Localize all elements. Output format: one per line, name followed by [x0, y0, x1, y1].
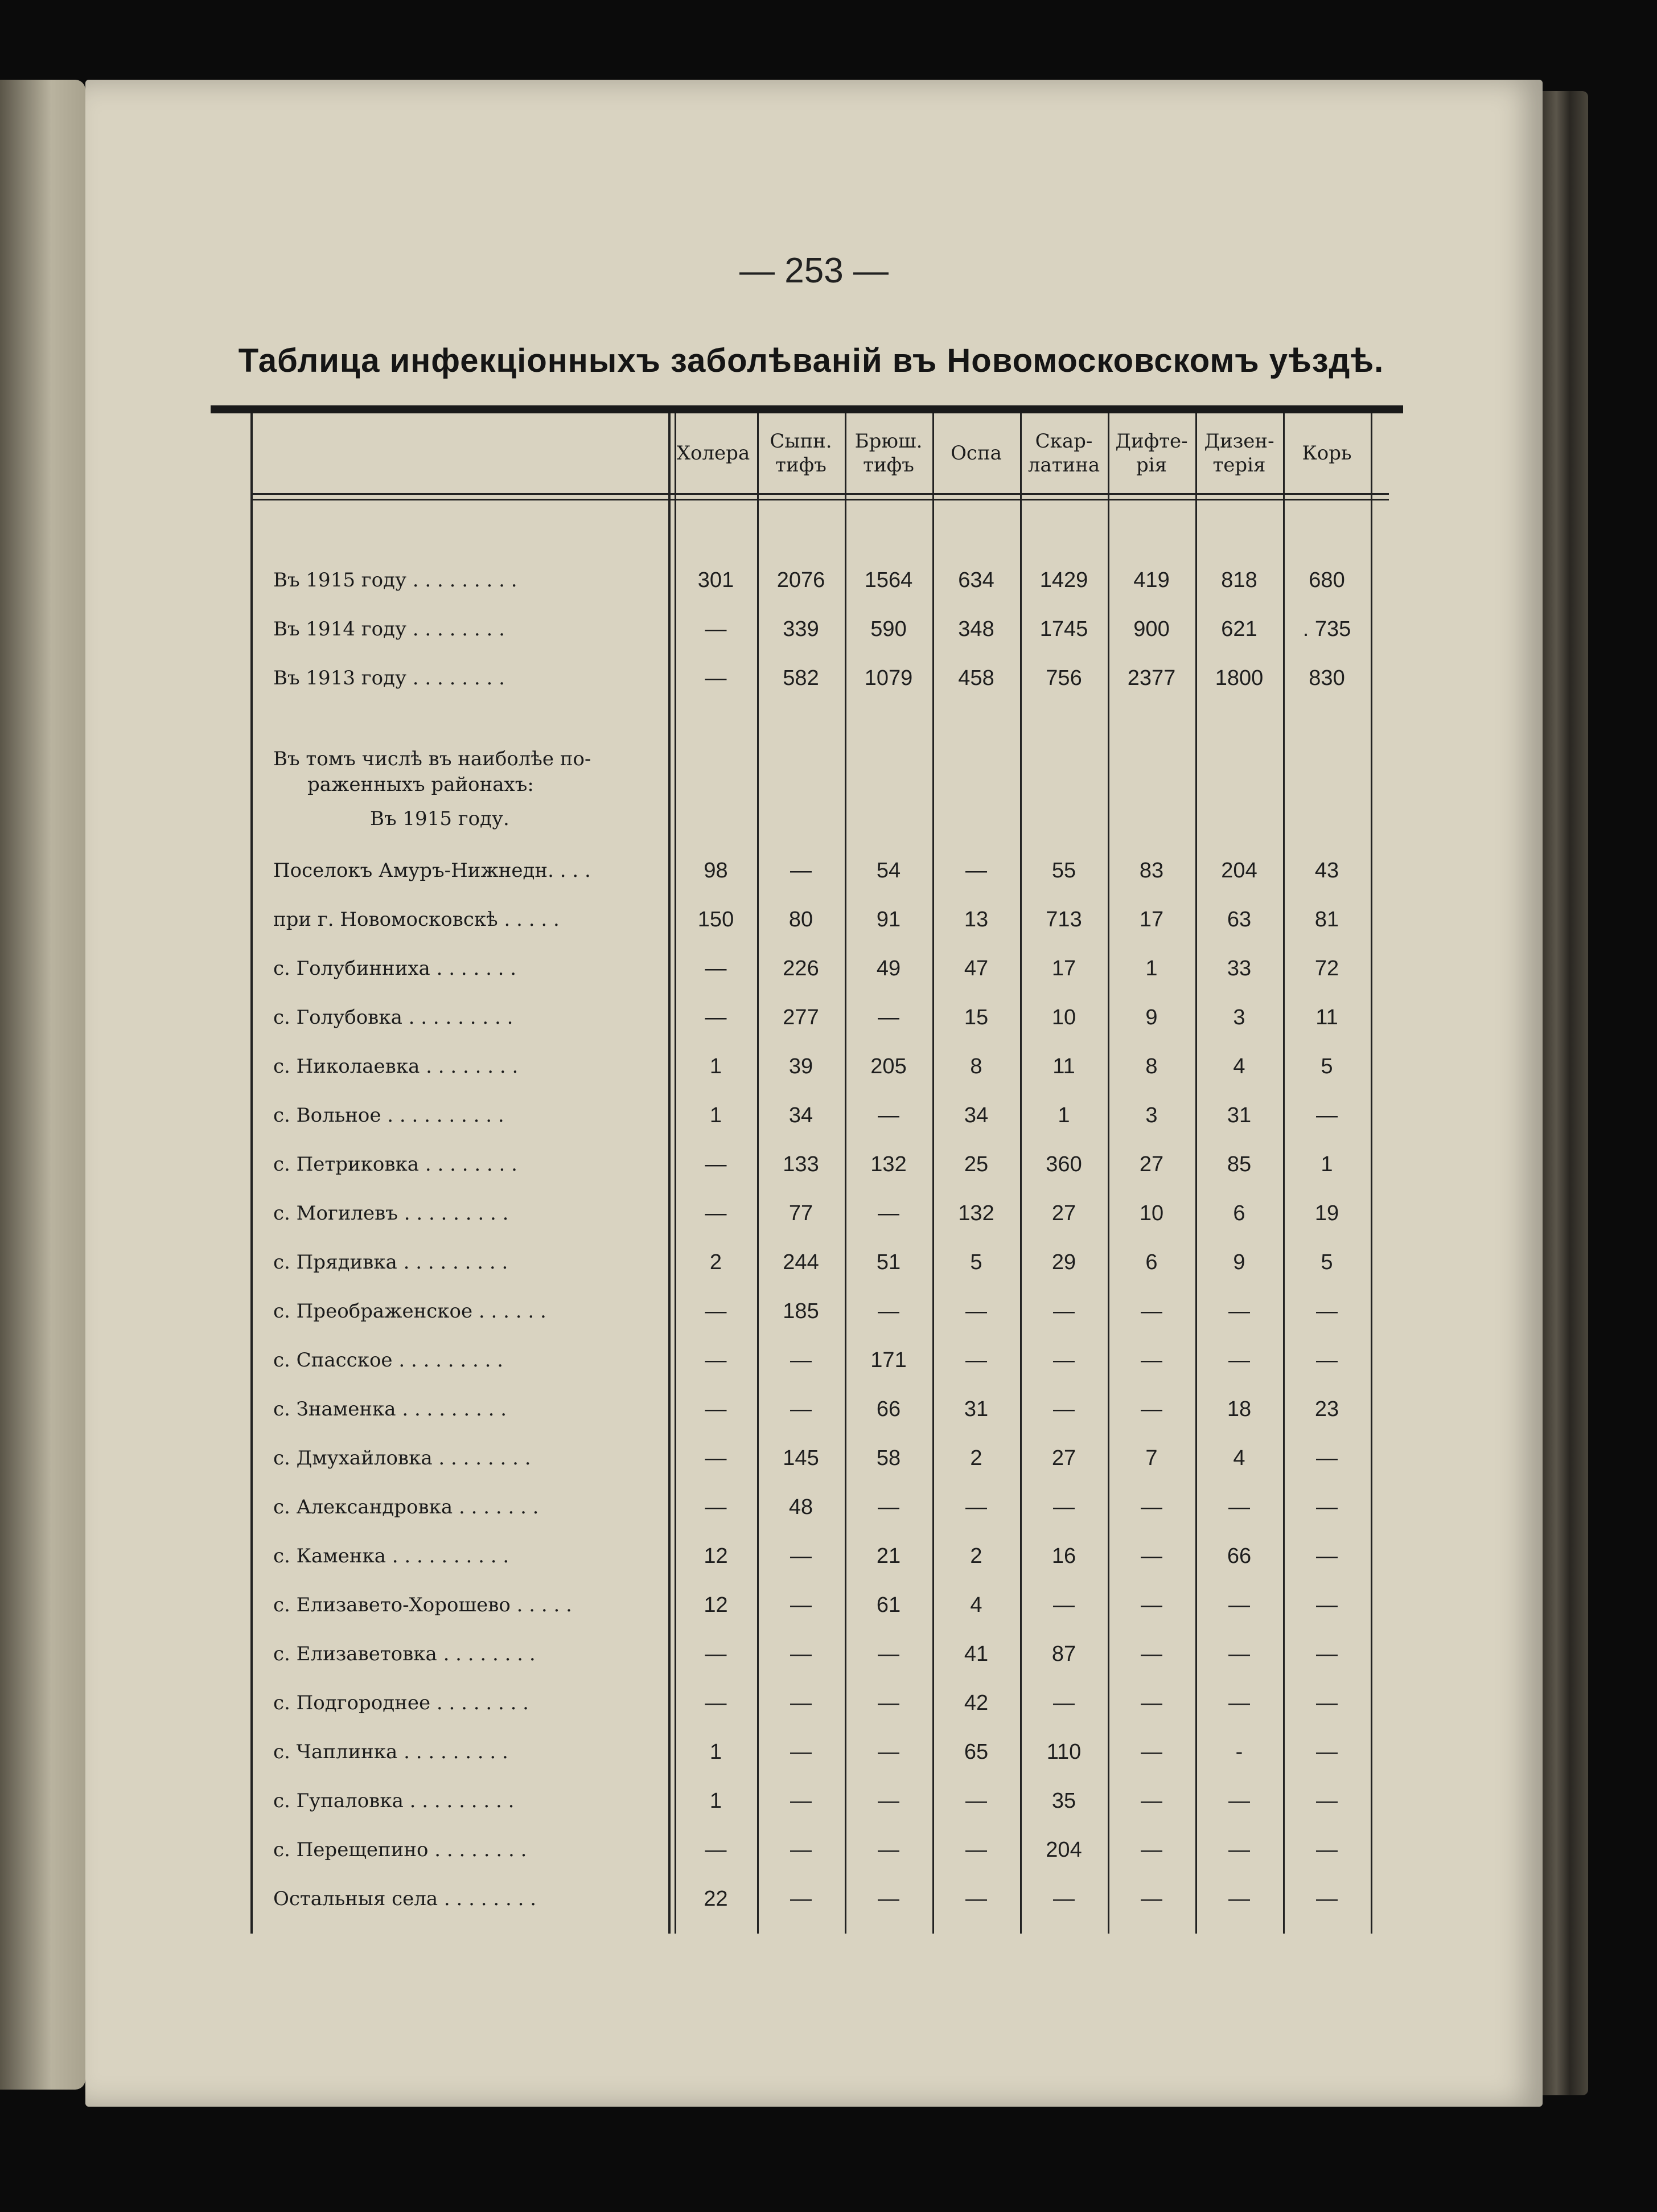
subheading-year: Въ 1915 году.: [370, 807, 509, 830]
table-cell: 132: [870, 1152, 907, 1176]
table-cell: 77: [788, 1201, 813, 1225]
table-cell: 1079: [864, 666, 913, 690]
table-cell: 3: [1233, 1005, 1245, 1029]
row-label: с. Петриковка . . . . . . . .: [273, 1153, 517, 1176]
table-cell: 582: [783, 666, 819, 690]
col-head-typhus: Сыпн. тифъ: [770, 430, 832, 477]
table-cell: 205: [870, 1054, 907, 1078]
col-head-diphtheria: Дифте-рія: [1115, 430, 1188, 477]
table-cell: 680: [1309, 568, 1345, 592]
table-cell: —: [878, 1103, 899, 1127]
table-cell: 713: [1046, 907, 1082, 931]
row-label: Въ 1914 году . . . . . . . .: [273, 618, 505, 641]
table-row: [250, 944, 1389, 993]
col-head-typhoid: Брюш. тифъ: [854, 430, 923, 477]
table-row: [250, 654, 1389, 703]
table-cell: —: [1316, 1495, 1338, 1519]
table-cell: 9: [1233, 1250, 1245, 1274]
row-label: с. Могилевъ . . . . . . . . .: [273, 1202, 509, 1225]
table-cell: —: [1141, 1495, 1162, 1519]
table-cell: —: [790, 1837, 812, 1862]
table-cell: 110: [1046, 1739, 1082, 1764]
header-rule: [250, 499, 1389, 500]
infection-table: [250, 413, 1389, 1934]
table-cell: 226: [783, 956, 819, 980]
row-label: с. Подгороднее . . . . . . . .: [273, 1692, 529, 1714]
table-cell: 1: [1145, 956, 1158, 980]
table-row: [250, 1434, 1389, 1483]
table-cell: 818: [1221, 568, 1257, 592]
col-head-scarlet: Скар-латина: [1027, 430, 1100, 477]
table-cell: —: [1228, 1641, 1250, 1666]
col-head-measles: Корь: [1302, 442, 1352, 465]
table-cell: —: [1141, 1690, 1162, 1715]
table-cell: 2377: [1127, 666, 1176, 690]
page-number: — 253 —: [739, 251, 889, 290]
table-cell: —: [1053, 1593, 1075, 1617]
table-cell: —: [790, 1739, 812, 1764]
table-cell: —: [790, 1348, 812, 1372]
table-cell: 6: [1145, 1250, 1158, 1274]
table-cell: —: [1228, 1788, 1250, 1813]
table-cell: 34: [788, 1103, 813, 1127]
table-cell: 85: [1227, 1152, 1252, 1176]
table-cell: 590: [870, 617, 907, 641]
table-cell: 22: [704, 1886, 728, 1911]
table-cell: —: [1316, 1103, 1338, 1127]
table-cell: 83: [1139, 858, 1164, 883]
table-row: [250, 846, 1389, 895]
table-cell: —: [705, 617, 727, 641]
table-cell: 10: [1051, 1005, 1076, 1029]
table-cell: 4: [1233, 1446, 1245, 1470]
table-cell: —: [1141, 1788, 1162, 1813]
table-row: [250, 1630, 1389, 1679]
table-cell: —: [790, 1593, 812, 1617]
table-cell: —: [1316, 1641, 1338, 1666]
table-cell: 419: [1133, 568, 1170, 592]
table-cell: 65: [964, 1739, 989, 1764]
table-cell: —: [1053, 1690, 1075, 1715]
row-label: с. Знаменка . . . . . . . . .: [273, 1398, 507, 1421]
col-head-dysentery: Дизен-терія: [1204, 430, 1274, 477]
table-cell: 27: [1051, 1446, 1076, 1470]
table-cell: —: [1141, 1641, 1162, 1666]
row-label: с. Вольное . . . . . . . . . .: [273, 1104, 504, 1127]
table-cell: —: [790, 1690, 812, 1715]
table-cell: 12: [704, 1593, 728, 1617]
table-cell: —: [1228, 1348, 1250, 1372]
table-cell: —: [790, 1886, 812, 1911]
table-cell: 6: [1233, 1201, 1245, 1225]
table-cell: 47: [964, 956, 989, 980]
table-cell: 145: [783, 1446, 819, 1470]
table-cell: 900: [1133, 617, 1170, 641]
table-cell: —: [878, 1641, 899, 1666]
table-cell: —: [705, 1005, 727, 1029]
table-cell: —: [705, 666, 727, 690]
table-cell: —: [705, 956, 727, 980]
table-cell: 81: [1314, 907, 1339, 931]
table-cell: —: [1141, 1348, 1162, 1372]
table-cell: 339: [783, 617, 819, 641]
row-label: Въ 1913 году . . . . . . . .: [273, 667, 505, 690]
row-label: Въ 1915 году . . . . . . . . .: [273, 569, 517, 592]
table-cell: —: [1141, 1544, 1162, 1568]
row-label: с. Голубовка . . . . . . . . .: [273, 1006, 513, 1029]
table-cell: —: [1316, 1886, 1338, 1911]
table-cell: —: [1141, 1886, 1162, 1911]
table-cell: —: [705, 1201, 727, 1225]
table-row: [250, 993, 1389, 1042]
table-row: [250, 1140, 1389, 1189]
table-top-rule: [211, 405, 1403, 413]
table-cell: 348: [958, 617, 994, 641]
table-cell: 51: [876, 1250, 901, 1274]
table-cell: —: [1053, 1397, 1075, 1421]
table-cell: 3: [1145, 1103, 1158, 1127]
table-cell: —: [1053, 1886, 1075, 1911]
table-row: [250, 1776, 1389, 1825]
table-row: [250, 1532, 1389, 1581]
col-head-smallpox: Оспа: [951, 442, 1002, 465]
table-cell: —: [965, 1788, 987, 1813]
table-cell: 1429: [1039, 568, 1088, 592]
row-label: с. Перещепино . . . . . . . .: [273, 1838, 527, 1861]
table-cell: —: [705, 1397, 727, 1421]
table-cell: —: [1316, 1837, 1338, 1862]
table-row: [250, 1336, 1389, 1385]
table-cell: —: [1316, 1299, 1338, 1323]
table-cell: —: [790, 1544, 812, 1568]
table-header: [250, 413, 1389, 493]
table-row: [250, 1825, 1389, 1874]
table-cell: 204: [1221, 858, 1257, 883]
table-cell: 244: [783, 1250, 819, 1274]
table-cell: 19: [1314, 1201, 1339, 1225]
table-cell: —: [1316, 1593, 1338, 1617]
table-cell: —: [1141, 1397, 1162, 1421]
row-label: при г. Новомосковскѣ . . . . .: [273, 908, 560, 931]
col-head-cholera: Холера: [676, 442, 750, 465]
table-cell: —: [790, 858, 812, 883]
table-row: [250, 1385, 1389, 1434]
table-cell: —: [705, 1690, 727, 1715]
table-row: [250, 1189, 1389, 1238]
table-cell: —: [1316, 1788, 1338, 1813]
table-row: [250, 605, 1389, 654]
table-cell: 458: [958, 666, 994, 690]
table-cell: —: [878, 1788, 899, 1813]
row-label: с. Дмухайловка . . . . . . . .: [273, 1447, 531, 1470]
table-cell: 756: [1046, 666, 1082, 690]
table-cell: 21: [876, 1544, 901, 1568]
table-cell: 1: [1321, 1152, 1333, 1176]
table-cell: —: [705, 1495, 727, 1519]
table-cell: 301: [697, 568, 734, 592]
table-cell: 634: [958, 568, 994, 592]
table-cell: 42: [964, 1690, 989, 1715]
row-label: с. Гупаловка . . . . . . . . .: [273, 1790, 515, 1812]
table-cell: —: [705, 1299, 727, 1323]
table-cell: —: [1141, 1837, 1162, 1862]
table-cell: 2: [970, 1544, 982, 1568]
table-row: [250, 1727, 1389, 1776]
table-cell: —: [1228, 1495, 1250, 1519]
table-cell: —: [790, 1397, 812, 1421]
table-cell: 98: [704, 858, 728, 883]
table-cell: 49: [876, 956, 901, 980]
table-cell: 63: [1227, 907, 1252, 931]
table-cell: 15: [964, 1005, 989, 1029]
table-cell: —: [1228, 1690, 1250, 1715]
table-row: [250, 1874, 1389, 1923]
table-cell: —: [878, 1005, 899, 1029]
table-cell: —: [790, 1788, 812, 1813]
table-cell: 10: [1139, 1201, 1164, 1225]
table-cell: —: [878, 1495, 899, 1519]
subheading-line: Въ томъ числѣ въ наиболѣе по-: [273, 748, 591, 770]
table-cell: 1745: [1039, 617, 1088, 641]
table-cell: 18: [1227, 1397, 1252, 1421]
table-row: [250, 1091, 1389, 1140]
row-label: с. Спасское . . . . . . . . .: [273, 1349, 504, 1372]
table-cell: 150: [697, 907, 734, 931]
table-cell: 9: [1145, 1005, 1158, 1029]
table-cell: —: [1053, 1348, 1075, 1372]
table-cell: 5: [970, 1250, 982, 1274]
table-cell: 27: [1051, 1201, 1076, 1225]
table-cell: 8: [970, 1054, 982, 1078]
table-cell: 2076: [776, 568, 825, 592]
table-cell: 80: [788, 907, 813, 931]
table-cell: 29: [1051, 1250, 1076, 1274]
table-cell: 13: [964, 907, 989, 931]
table-cell: —: [878, 1299, 899, 1323]
table-cell: —: [705, 1152, 727, 1176]
table-cell: 132: [958, 1201, 994, 1225]
left-page-edge: [0, 80, 85, 2090]
table-cell: —: [1228, 1886, 1250, 1911]
table-cell: 830: [1309, 666, 1345, 690]
table-cell: 27: [1139, 1152, 1164, 1176]
table-cell: 61: [876, 1593, 901, 1617]
table-cell: 2: [970, 1446, 982, 1470]
table-cell: —: [1141, 1739, 1162, 1764]
table-cell: 2: [709, 1250, 722, 1274]
table-cell: 58: [876, 1446, 901, 1470]
row-label: с. Елизаветовка . . . . . . . .: [273, 1643, 536, 1665]
table-cell: 360: [1046, 1152, 1082, 1176]
table-cell: —: [705, 1837, 727, 1862]
table-cell: 171: [870, 1348, 907, 1372]
table-cell: 5: [1321, 1054, 1333, 1078]
table-cell: 91: [876, 907, 901, 931]
table-cell: 35: [1051, 1788, 1076, 1813]
table-cell: 39: [788, 1054, 813, 1078]
row-label: с. Голубинниха . . . . . . .: [273, 957, 517, 980]
table-cell: —: [965, 1495, 987, 1519]
row-label: с. Александровка . . . . . . .: [273, 1496, 539, 1519]
table-cell: —: [1316, 1544, 1338, 1568]
table-cell: 133: [783, 1152, 819, 1176]
table-cell: 8: [1145, 1054, 1158, 1078]
table-cell: 17: [1139, 907, 1164, 931]
table-cell: -: [1235, 1739, 1243, 1764]
table-cell: 54: [876, 858, 901, 883]
table-cell: —: [965, 858, 987, 883]
table-cell: 41: [964, 1641, 989, 1666]
row-label: Поселокъ Амуръ-Нижнедн. . . .: [273, 859, 591, 882]
table-cell: —: [878, 1690, 899, 1715]
table-cell: 621: [1221, 617, 1257, 641]
table-cell: 11: [1052, 1054, 1075, 1078]
table-cell: 204: [1046, 1837, 1082, 1862]
table-row: [250, 1581, 1389, 1630]
row-label: с. Чаплинка . . . . . . . . .: [273, 1741, 508, 1763]
table-row: [250, 1238, 1389, 1287]
table-cell: 17: [1051, 956, 1076, 980]
row-label: с. Прядивка . . . . . . . . .: [273, 1251, 508, 1274]
table-cell: 12: [704, 1544, 728, 1568]
table-row: [250, 1679, 1389, 1727]
table-cell: 1: [709, 1788, 722, 1813]
table-cell: —: [705, 1446, 727, 1470]
table-cell: —: [1316, 1690, 1338, 1715]
header-rule: [250, 493, 1389, 495]
table-cell: 185: [783, 1299, 819, 1323]
table-row: [250, 1483, 1389, 1532]
table-cell: 72: [1314, 956, 1339, 980]
table-cell: 34: [964, 1103, 989, 1127]
row-label: Остальныя села . . . . . . . .: [273, 1887, 537, 1910]
table-cell: 66: [1227, 1544, 1252, 1568]
table-cell: —: [1316, 1348, 1338, 1372]
table-cell: . 735: [1302, 617, 1351, 641]
table-cell: —: [705, 1641, 727, 1666]
table-cell: 87: [1051, 1641, 1076, 1666]
table-cell: —: [1053, 1495, 1075, 1519]
row-label: с. Преображенское . . . . . .: [273, 1300, 546, 1323]
page-stack-edge: [1543, 91, 1588, 2095]
table-cell: —: [878, 1886, 899, 1911]
table-cell: 7: [1145, 1446, 1158, 1470]
table-cell: 66: [876, 1397, 901, 1421]
table-cell: —: [1141, 1593, 1162, 1617]
table-cell: —: [965, 1299, 987, 1323]
table-cell: 48: [788, 1495, 813, 1519]
row-label: с. Елизавето-Хорошево . . . . .: [273, 1594, 572, 1616]
table-cell: 25: [964, 1152, 989, 1176]
table-cell: —: [1316, 1739, 1338, 1764]
table-cell: —: [965, 1837, 987, 1862]
table-row: [250, 1287, 1389, 1336]
table-cell: —: [790, 1641, 812, 1666]
table-cell: —: [1053, 1299, 1075, 1323]
table-cell: —: [965, 1886, 987, 1911]
table-cell: —: [965, 1348, 987, 1372]
table-cell: 1: [709, 1739, 722, 1764]
table-cell: 1800: [1215, 666, 1264, 690]
table-cell: —: [705, 1348, 727, 1372]
table-cell: 23: [1314, 1397, 1339, 1421]
table-cell: 55: [1051, 858, 1076, 883]
table-cell: 4: [1233, 1054, 1245, 1078]
table-cell: 277: [783, 1005, 819, 1029]
row-label: с. Каменка . . . . . . . . . .: [273, 1545, 509, 1567]
table-cell: 31: [1227, 1103, 1252, 1127]
table-cell: 31: [964, 1397, 989, 1421]
row-label: с. Николаевка . . . . . . . .: [273, 1055, 519, 1078]
table-cell: —: [878, 1739, 899, 1764]
table-cell: 5: [1321, 1250, 1333, 1274]
subheading-line: раженныхъ районахъ:: [307, 773, 534, 796]
table-row: [250, 895, 1389, 944]
table-cell: —: [1228, 1593, 1250, 1617]
table-row: [250, 556, 1389, 605]
table-cell: 11: [1315, 1005, 1338, 1029]
table-cell: —: [1316, 1446, 1338, 1470]
table-cell: —: [1228, 1837, 1250, 1862]
table-cell: 4: [970, 1593, 982, 1617]
table-cell: 43: [1314, 858, 1339, 883]
table-cell: 1564: [864, 568, 913, 592]
table-cell: 16: [1051, 1544, 1076, 1568]
table-title: Таблица инфекціонныхъ заболѣваній въ Новомосковскомъ уѣздѣ.: [238, 342, 1384, 379]
table-cell: 33: [1227, 956, 1252, 980]
table-cell: —: [878, 1837, 899, 1862]
table-cell: 1: [709, 1103, 722, 1127]
table-cell: 1: [709, 1054, 722, 1078]
table-cell: —: [1141, 1299, 1162, 1323]
table-cell: 1: [1058, 1103, 1070, 1127]
table-cell: —: [1228, 1299, 1250, 1323]
table-cell: —: [878, 1201, 899, 1225]
table-row: [250, 1042, 1389, 1091]
